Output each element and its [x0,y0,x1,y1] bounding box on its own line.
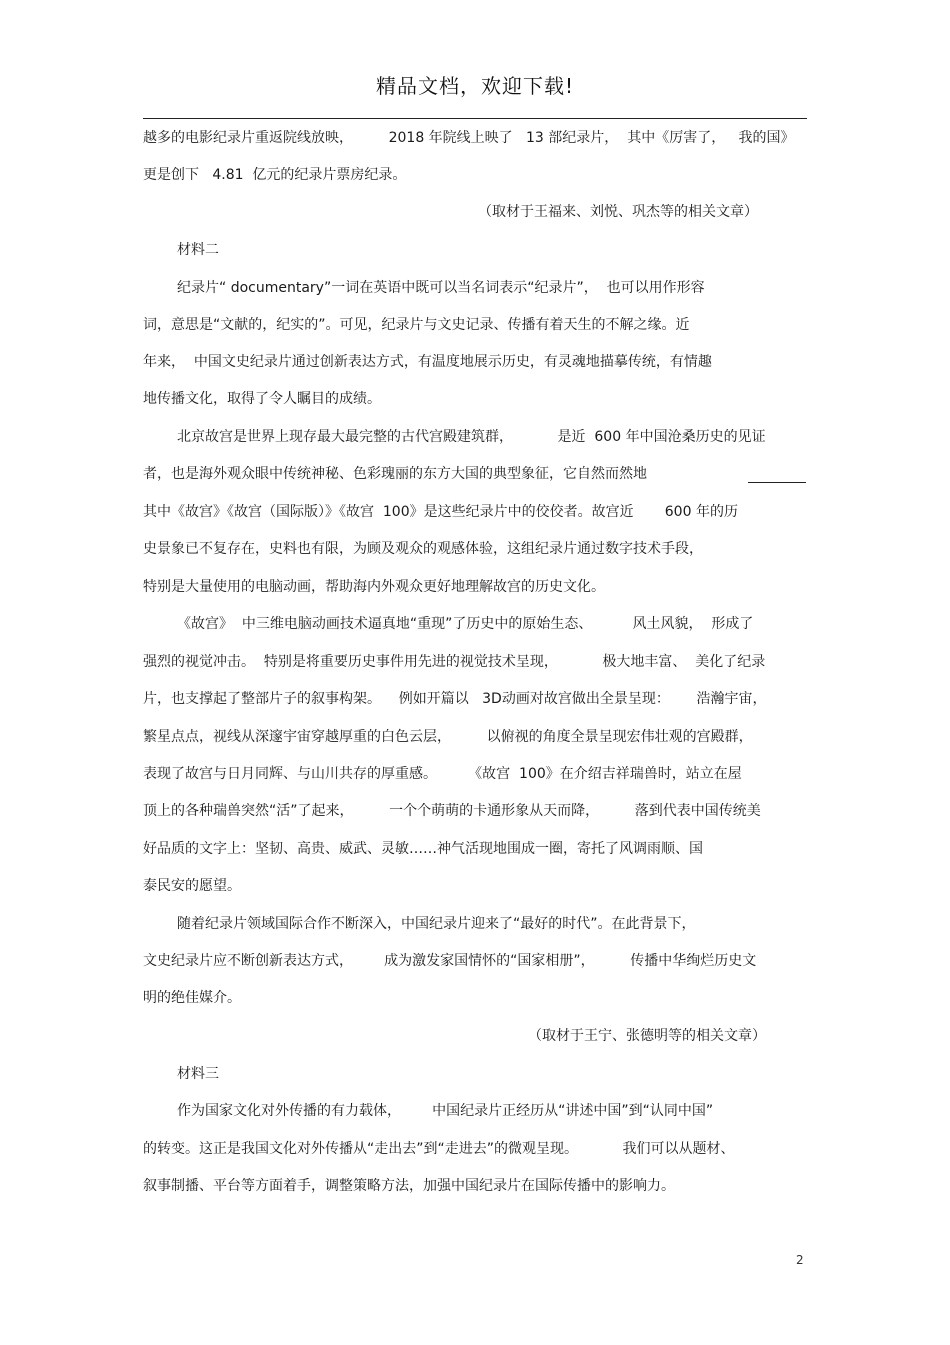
paragraph-line: 词，意思是“文献的，纪实的”。可见，纪录片与文史记录、传播有着天生的不解之缘。近 [143,317,690,333]
paragraph-line: 年来， 中国文史纪录片通过创新表达方式，有温度地展示历史，有灵魂地描摹传统，有情趣 [143,354,712,370]
header-divider [143,118,807,119]
paragraph-line: 片，也支撑起了整部片子的叙事构架。 例如开篇以 3D动画对故宫做出全景呈现： 浩瀚宇宙， [143,691,767,707]
section-heading: 材料二 [177,242,219,258]
paragraph-line: 文史纪录片应不断创新表达方式， 成为激发家国情怀的“国家相册”， 传播中华绚烂历史文 [143,953,757,969]
paragraph-line: 越多的电影纪录片重返院线放映， 2018 年院线上映了 13 部纪录片， 其中《厉害了， 我的国》 [143,130,795,146]
section-heading: 材料三 [177,1066,219,1082]
paragraph-line: 纪录片“ documentary”一词在英语中既可以当名词表示“纪录片”， 也可以用作形容 [177,280,705,296]
paragraph-line: 繁星点点，视线从深邃宇宙穿越厚重的白色云层， 以俯视的角度全景呈现宏伟壮观的宫殿群， [143,729,753,745]
fill-in-blank [748,482,806,483]
paragraph-line: 的转变。这正是我国文化对外传播从“走出去”到“走进去”的微观呈现。 我们可以从题材、 [143,1141,735,1157]
paragraph-line: 更是创下 4.81 亿元的纪录片票房纪录。 [143,167,407,183]
paragraph-line: 泰民安的愿望。 [143,878,241,894]
paragraph-line: 地传播文化，取得了令人瞩目的成绩。 [143,391,381,407]
paragraph-line: 叙事制播、平台等方面着手，调整策略方法，加强中国纪录片在国际传播中的影响力。 [143,1178,675,1194]
source-citation: （取材于王宁、张德明等的相关文章） [528,1028,766,1044]
page-title: 精品文档，欢迎下载! [375,74,575,98]
paragraph-line: 史景象已不复存在，史料也有限，为顾及观众的观感体验，这组纪录片通过数字技术手段， [143,541,703,557]
paragraph-line: 其中《故宫》《故宫（国际版）》《故宫 100》是这些纪录片中的佼佼者。故宫近 600 年的历 [143,504,738,520]
paragraph-line: 者，也是海外观众眼中传统神秘、色彩瑰丽的东方大国的典型象征，它自然而然地 [143,466,647,482]
paragraph-line: 《故宫》 中三维电脑动画技术逼真地“重现”了历史中的原始生态、 风土风貌， 形成了 [177,616,754,632]
paragraph-line: 随着纪录片领域国际合作不断深入，中国纪录片迎来了“最好的时代”。在此背景下， [177,916,696,932]
source-citation: （取材于王福来、刘悦、巩杰等的相关文章） [478,204,758,220]
paragraph-line: 好品质的文字上：坚韧、高贵、威武、灵敏……神气活现地围成一圈，寄托了风调雨顺、国 [143,841,703,857]
paragraph-line: 顶上的各种瑞兽突然“活”了起来， 一个个萌萌的卡通形象从天而降， 落到代表中国传统美 [143,803,761,819]
paragraph-line: 明的绝佳媒介。 [143,990,241,1006]
paragraph-line: 作为国家文化对外传播的有力载体， 中国纪录片正经历从“讲述中国”到“认同中国” [177,1103,714,1119]
paragraph-line: 表现了故宫与日月同辉、与山川共存的厚重感。 《故宫 100》在介绍吉祥瑞兽时，站立在屋 [143,766,742,782]
page-number: 2 [796,1253,804,1267]
paragraph-line: 北京故宫是世界上现存最大最完整的古代宫殿建筑群， 是近 600 年中国沧桑历史的见证 [177,429,766,445]
paragraph-line: 强烈的视觉冲击。 特别是将重要历史事件用先进的视觉技术呈现， 极大地丰富、 美化了纪录 [143,654,766,670]
paragraph-line: 特别是大量使用的电脑动画，帮助海内外观众更好地理解故宫的历史文化。 [143,579,605,595]
